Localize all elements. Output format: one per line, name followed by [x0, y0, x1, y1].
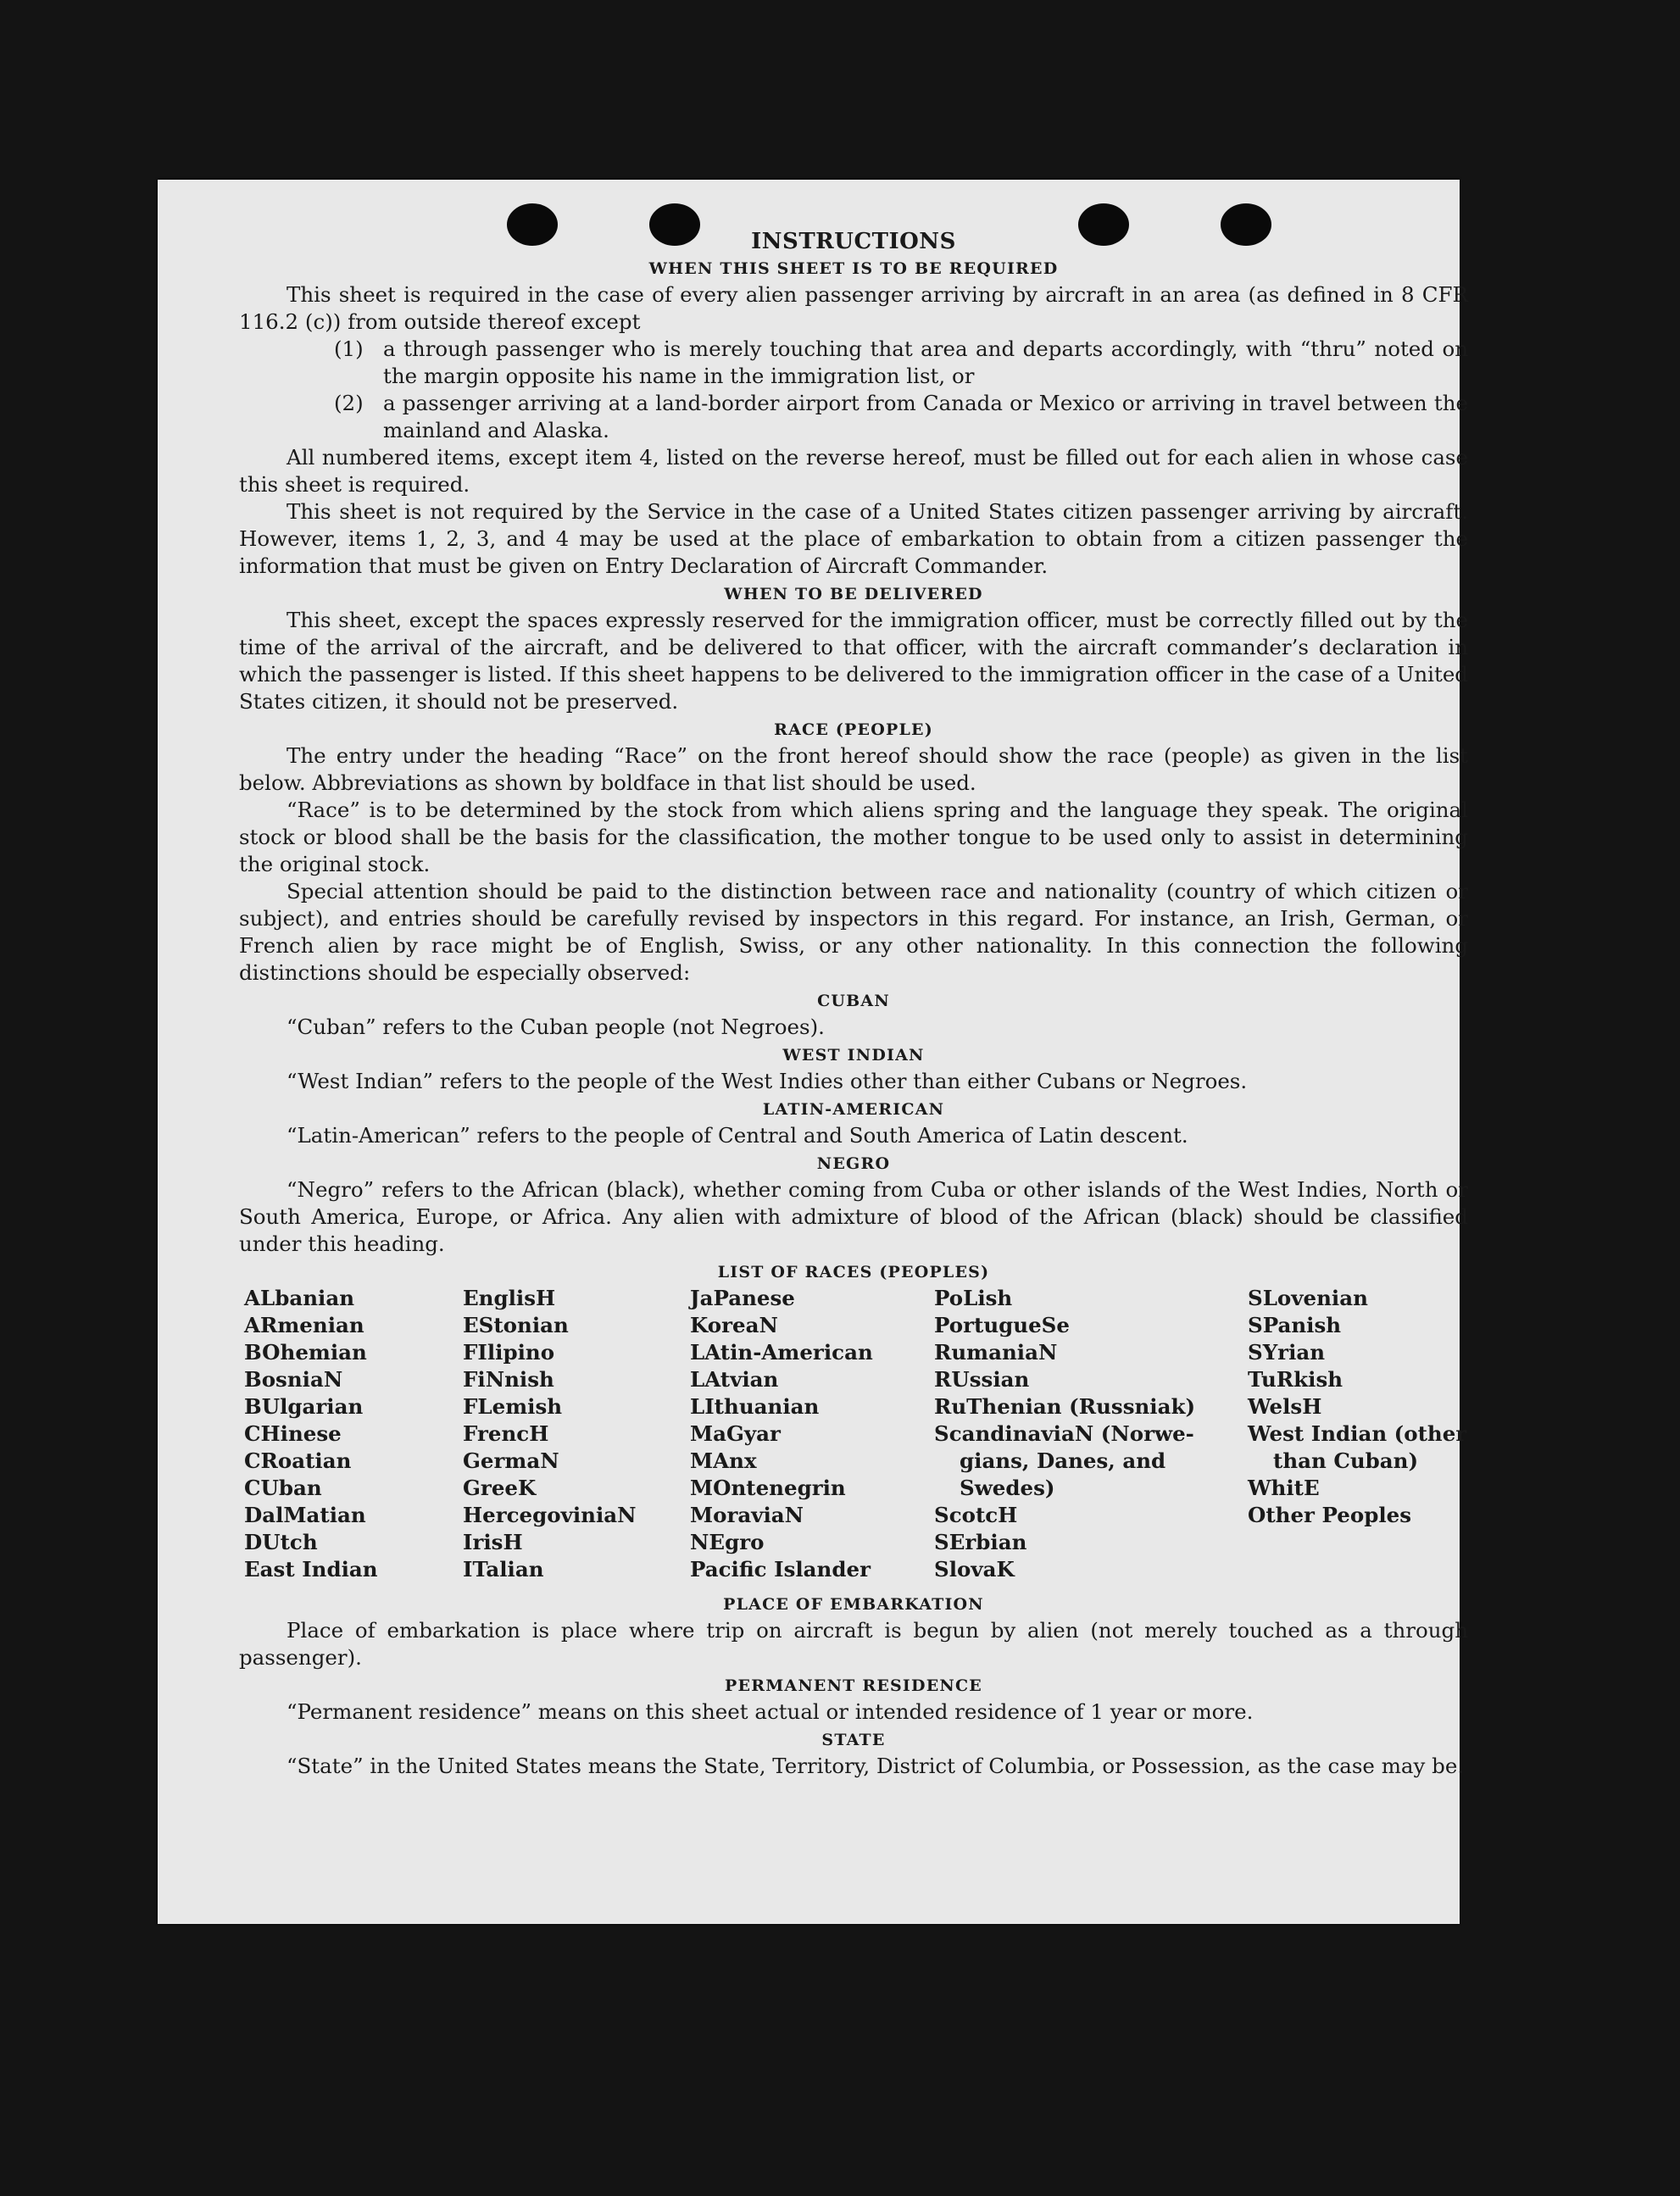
list-item: SLovenian: [1248, 1286, 1368, 1310]
heading-cuban: CUBAN: [817, 992, 890, 1010]
list-item: BosniaN: [244, 1367, 343, 1392]
list-item: RUssian: [934, 1367, 1030, 1392]
instructions-content: [239, 229, 1468, 1780]
list-item: WelsH: [1248, 1394, 1322, 1419]
heading-when-delivered: WHEN TO BE DELIVERED: [724, 585, 983, 603]
list-item: DalMatian: [244, 1503, 366, 1527]
list-item: West Indian (other: [1248, 1421, 1467, 1446]
list-item: FLemish: [463, 1394, 563, 1419]
races-column-1: [244, 1285, 378, 1583]
list-item: ARmenian: [244, 1313, 364, 1337]
list-item: HercegoviniaN: [463, 1503, 637, 1527]
list-item: CRoatian: [244, 1448, 352, 1473]
item-number: (2): [334, 391, 364, 415]
heading-west-indian: WEST INDIAN: [782, 1046, 925, 1065]
heading-when-required: WHEN THIS SHEET IS TO BE REQUIRED: [648, 259, 1059, 278]
list-item: BUlgarian: [244, 1394, 364, 1419]
paragraph: Special attention should be paid to the distinction between race and nationality (country of which citizen or subject), and entries should be carefully revised by inspectors in this regard. For instance, an Irish, German, or French alien by race might be of English, Swiss, or any other nationality. In this connection the following distinctions should be especially observed:: [239, 879, 1468, 985]
item-text: a through passenger who is merely touching that area and departs accordingly, with “thru” noted on the margin opposite his name in the immigration list, or: [383, 336, 1468, 388]
list-item: SYrian: [1248, 1340, 1326, 1365]
list-item: ITalian: [463, 1557, 544, 1582]
races-column-5: [1248, 1285, 1466, 1529]
list-item: LAtin-American: [690, 1340, 873, 1365]
list-item: than Cuban): [1273, 1448, 1419, 1473]
paragraph: This sheet, except the spaces expressly reserved for the immigration officer, must be correctly filled out by the time of the arrival of the aircraft, and be delivered to that officer, with the aircraft commander’s declaration in which the passenger is listed. If this sheet happens to be delivered to the immigration officer in the case of a United States citizen, it should not be preserved.: [239, 608, 1468, 714]
list-item: MoraviaN: [690, 1503, 804, 1527]
list-item: MaGyar: [690, 1421, 781, 1446]
races-column-4: [934, 1285, 1195, 1583]
list-item: MOntenegrin: [690, 1476, 846, 1500]
list-item: RumaniaN: [934, 1340, 1058, 1365]
list-item: NEgro: [690, 1530, 765, 1554]
heading-negro: NEGRO: [816, 1154, 891, 1173]
list-item: [334, 390, 1468, 444]
list-item: Swedes): [960, 1476, 1055, 1500]
heading-list-of-races: LIST OF RACES (PEOPLES): [717, 1263, 990, 1281]
heading-state: STATE: [821, 1731, 886, 1749]
paragraph: Place of embarkation is place where trip on aircraft is begun by alien (not merely touched as a through passenger).: [239, 1618, 1468, 1670]
list-item: ScotcH: [934, 1503, 1018, 1527]
list-item: EnglisH: [463, 1286, 556, 1310]
list-item: ScandinaviaN (Norwe-: [934, 1421, 1194, 1446]
paragraph: “Negro” refers to the African (black), whether coming from Cuba or other islands of the West Indies, North or South America, Europe, or Africa. Any alien with admixture of blood of the African (black) should be classified under this heading.: [239, 1177, 1468, 1256]
list-item: LIthuanian: [690, 1394, 820, 1419]
paragraph: “West Indian” refers to the people of the West Indies other than either Cubans or Negroes.: [286, 1069, 1248, 1093]
list-item: PoLish: [934, 1286, 1013, 1310]
list-item: EStonian: [463, 1313, 569, 1337]
races-column-2: [463, 1285, 637, 1583]
paragraph: The entry under the heading “Race” on the front hereof should show the race (people) as given in the list below. Abbreviations as shown by boldface in that list should be used.: [239, 743, 1468, 795]
heading-race: RACE (PEOPLE): [774, 720, 933, 739]
list-item: IrisH: [463, 1530, 523, 1554]
heading-latin-american: LATIN-AMERICAN: [762, 1100, 945, 1119]
list-item: SPanish: [1248, 1313, 1342, 1337]
list-item: GermaN: [463, 1448, 559, 1473]
paragraph: “Permanent residence” means on this sheet actual or intended residence of 1 year or more.: [286, 1699, 1254, 1724]
paragraph: All numbered items, except item 4, listed on the reverse hereof, must be filled out for each alien in whose case this sheet is required.: [239, 445, 1468, 497]
list-item: gians, Danes, and: [960, 1448, 1166, 1473]
list-item: KoreaN: [690, 1313, 778, 1337]
list-item: LAtvian: [690, 1367, 779, 1392]
list-item: CHinese: [244, 1421, 342, 1446]
list-item: SlovaK: [934, 1557, 1015, 1582]
list-item: FrencH: [463, 1421, 549, 1446]
page-title: INSTRUCTIONS: [751, 229, 956, 254]
list-item: SErbian: [934, 1530, 1027, 1554]
list-item: PortugueSe: [934, 1313, 1070, 1337]
list-item: BOhemian: [244, 1340, 367, 1365]
heading-place-of-embarkation: PLACE OF EMBARKATION: [723, 1595, 984, 1614]
paragraph: “State” in the United States means the State, Territory, District of Columbia, or Possession, as the case may be.: [286, 1754, 1465, 1778]
list-item: DUtch: [244, 1530, 318, 1554]
list-item: RuThenian (Russniak): [934, 1394, 1196, 1419]
list-item: East Indian: [244, 1557, 378, 1582]
list-item: Other Peoples: [1248, 1503, 1412, 1527]
list-item: Pacific Islander: [690, 1557, 871, 1582]
paragraph: This sheet is not required by the Service in the case of a United States citizen passenger arriving by aircraft. However, items 1, 2, 3, and 4 may be used at the place of embarkation to obtain from a citizen passenger the information that must be given on Entry Declaration of Aircraft Commander.: [239, 499, 1468, 578]
paragraph: “Race” is to be determined by the stock from which aliens spring and the language they speak. The original stock or blood shall be the basis for the classification, the mother tongue to be used only to assist in determining the original stock.: [239, 798, 1468, 876]
list-item: JaPanese: [690, 1286, 795, 1310]
heading-permanent-residence: PERMANENT RESIDENCE: [725, 1676, 982, 1695]
paragraph: “Cuban” refers to the Cuban people (not Negroes).: [286, 1015, 825, 1039]
item-text: a passenger arriving at a land-border airport from Canada or Mexico or arriving in travel between the mainland and Alaska.: [383, 391, 1468, 442]
list-item: [334, 336, 1468, 390]
list-item: WhitE: [1248, 1476, 1320, 1500]
list-item: ALbanian: [244, 1286, 355, 1310]
list-item: FIlipino: [463, 1340, 555, 1365]
paragraph: “Latin-American” refers to the people of Central and South America of Latin descent.: [286, 1123, 1188, 1148]
list-item: GreeK: [463, 1476, 537, 1500]
paragraph: This sheet is required in the case of every alien passenger arriving by aircraft in an area (as defined in 8 CFR 116.2 (c)) from outside thereof except: [239, 282, 1468, 334]
list-item: FiNnish: [463, 1367, 554, 1392]
list-item: CUban: [244, 1476, 322, 1500]
item-number: (1): [334, 336, 364, 361]
list-item: TuRkish: [1248, 1367, 1343, 1392]
list-item: MAnx: [690, 1448, 757, 1473]
races-list: [239, 1285, 1468, 1590]
races-column-3: [690, 1285, 873, 1583]
